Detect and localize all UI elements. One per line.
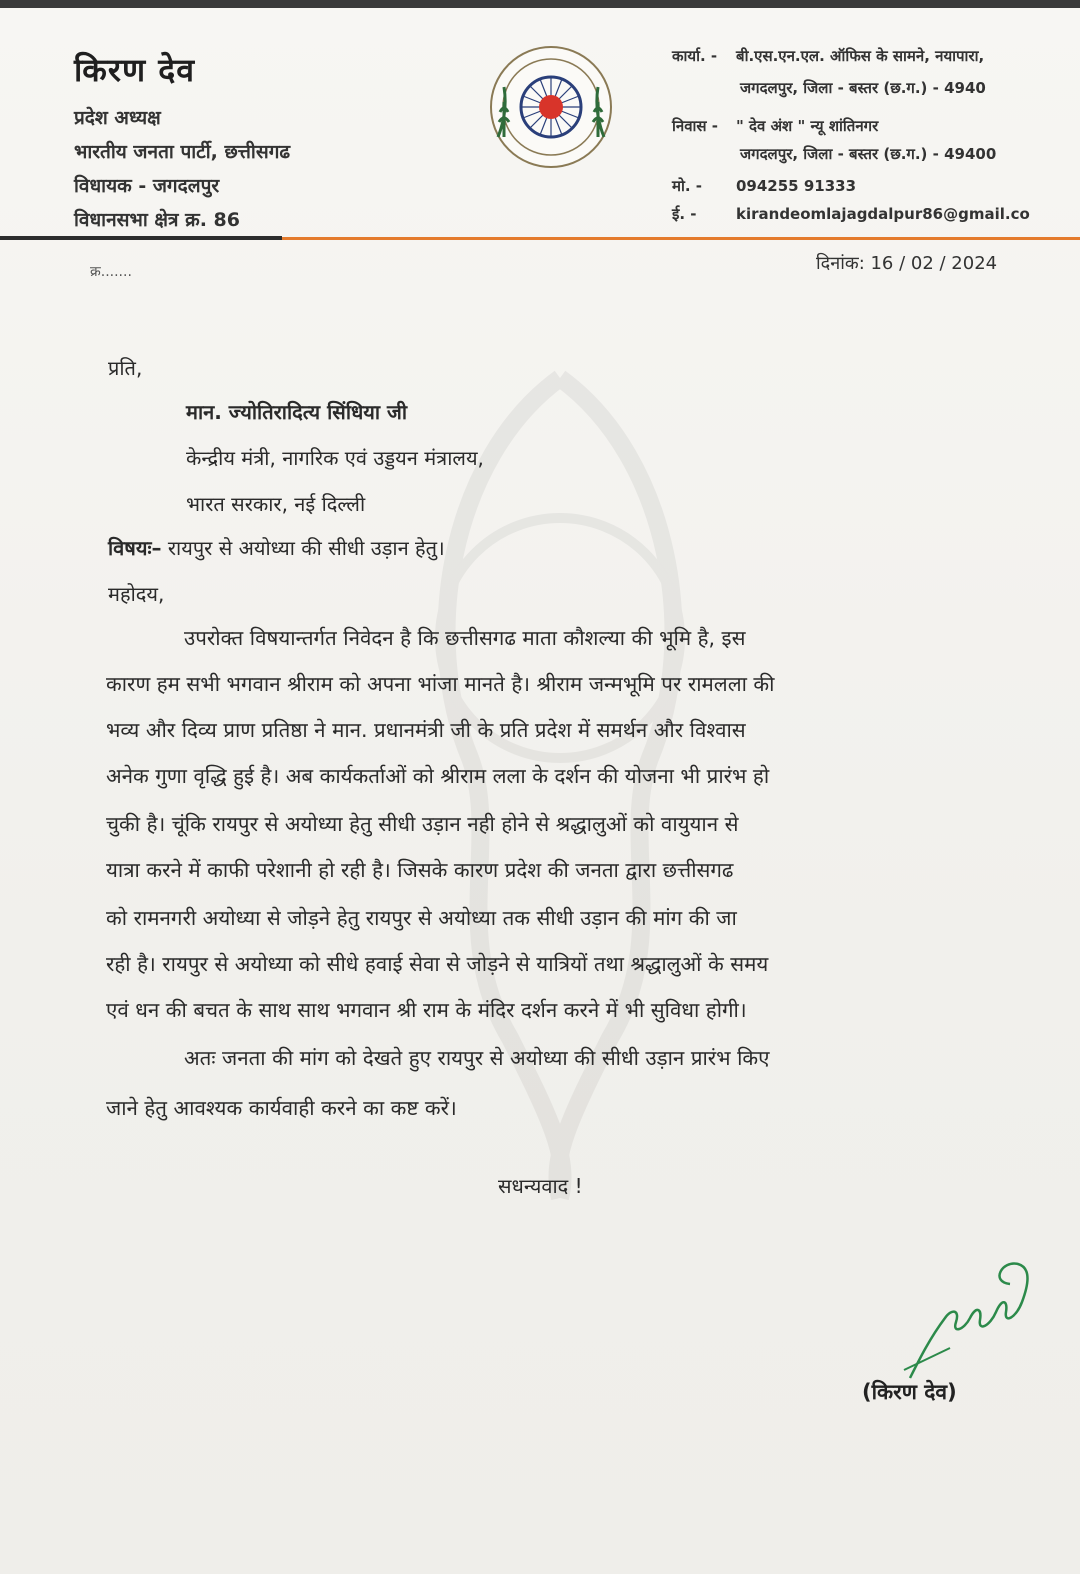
subject-line xyxy=(108,534,445,561)
residence-line-1: " देव अंश " न्यू शांतिनगर xyxy=(736,117,879,135)
signatory-name: (किरण देव) xyxy=(862,1380,957,1404)
office-line-2: जगदलपुर, जिला - बस्तर (छ.ग.) - 4940 xyxy=(740,79,986,97)
email-row xyxy=(672,204,1030,224)
office-address xyxy=(672,46,984,66)
paragraph-1-line: भव्य और दिव्य प्राण प्रतिष्ठा ने मान. प्रधानमंत्री जी के प्रति प्रदेश में समर्थन और विश्वास xyxy=(106,718,746,742)
residence-label: निवास - xyxy=(672,117,719,135)
sender-designation: प्रदेश अध्यक्ष xyxy=(74,107,161,129)
signature-icon xyxy=(890,1238,1040,1388)
paragraph-1-line: यात्रा करने में काफी परेशानी हो रही है। जिसके कारण प्रदेश की जनता द्वारा छत्तीसगढ xyxy=(106,858,734,882)
paragraph-2-line: जाने हेतु आवश्यक कार्यवाही करने का कष्ट करें। xyxy=(106,1096,457,1120)
mobile-number: 094255 91333 xyxy=(736,177,857,195)
chhattisgarh-emblem-icon xyxy=(486,42,616,172)
recipient-org: भारत सरकार, नई दिल्ली xyxy=(186,492,366,516)
paragraph-1-line: कारण हम सभी भगवान श्रीराम को अपना भांजा मानते है। श्रीराम जन्मभूमि पर रामलला की xyxy=(106,672,775,696)
paragraph-1-line: को रामनगरी अयोध्या से जोड़ने हेतु रायपुर से अयोध्या तक सीधी उड़ान की मांग की जा xyxy=(106,906,737,930)
sender-constituency: विधायक - जगदलपुर xyxy=(74,175,220,197)
office-line-1: बी.एस.एन.एल. ऑफिस के सामने, नयापारा, xyxy=(736,47,985,65)
residence-line-2: जगदलपुर, जिला - बस्तर (छ.ग.) - 49400 xyxy=(740,145,997,163)
office-label: कार्या. - xyxy=(672,47,718,65)
reference-number: क्र....... xyxy=(90,264,132,280)
sender-party: भारतीय जनता पार्टी, छत्तीसगढ xyxy=(74,141,291,163)
letterhead-divider-dark xyxy=(0,236,282,240)
paragraph-1-line: उपरोक्त विषयान्तर्गत निवेदन है कि छत्तीसगढ माता कौशल्या की भूमि है, इस xyxy=(184,626,746,650)
paragraph-1-line: अनेक गुणा वृद्धि हुई है। अब कार्यकर्ताओं को श्रीराम लला के दर्शन की योजना भी प्रारंभ हो xyxy=(106,764,770,788)
to-label: प्रति, xyxy=(108,356,143,380)
letter-page xyxy=(0,8,1080,1574)
paragraph-1-line: एवं धन की बचत के साथ साथ भगवान श्री राम के मंदिर दर्शन करने में भी सुविधा होगी। xyxy=(106,998,747,1022)
paragraph-1-line: रही है। रायपुर से अयोध्या को सीधे हवाई सेवा से जोड़ने से यात्रियों तथा श्रद्धालुओं के समय xyxy=(106,952,769,976)
recipient-title: केन्द्रीय मंत्री, नागरिक एवं उड्डयन मंत्रालय, xyxy=(186,446,484,470)
top-bar xyxy=(0,0,1080,8)
mobile-label: मो. - xyxy=(672,177,703,195)
letterhead-divider-orange xyxy=(282,237,1080,240)
subject-text: रायपुर से अयोध्या की सीधी उड़ान हेतु। xyxy=(167,536,445,560)
sender-name: किरण देव xyxy=(74,51,196,89)
salutation: महोदय, xyxy=(108,582,165,606)
recipient-name: मान. ज्योतिरादित्य सिंधिया जी xyxy=(186,400,408,424)
email-label: ई. - xyxy=(672,205,697,223)
residence-address xyxy=(672,116,878,136)
email-address: kirandeomlajagdalpur86@gmail.co xyxy=(736,205,1030,223)
sender-assembly-number: विधानसभा क्षेत्र क्र. 86 xyxy=(74,209,240,231)
letter-date: दिनांक: 16 / 02 / 2024 xyxy=(816,253,998,274)
closing: सधन्यवाद ! xyxy=(498,1174,583,1198)
letterhead-sender xyxy=(74,48,290,237)
paragraph-1-line: चुकी है। चूंकि रायपुर से अयोध्या हेतु सीधी उड़ान नही होने से श्रद्धालुओं को वायुयान से xyxy=(106,812,739,836)
mobile-row xyxy=(672,176,856,196)
subject-label: विषयः– xyxy=(108,536,162,560)
paragraph-2-line: अतः जनता की मांग को देखते हुए रायपुर से अयोध्या की सीधी उड़ान प्रारंभ किए xyxy=(184,1046,770,1070)
